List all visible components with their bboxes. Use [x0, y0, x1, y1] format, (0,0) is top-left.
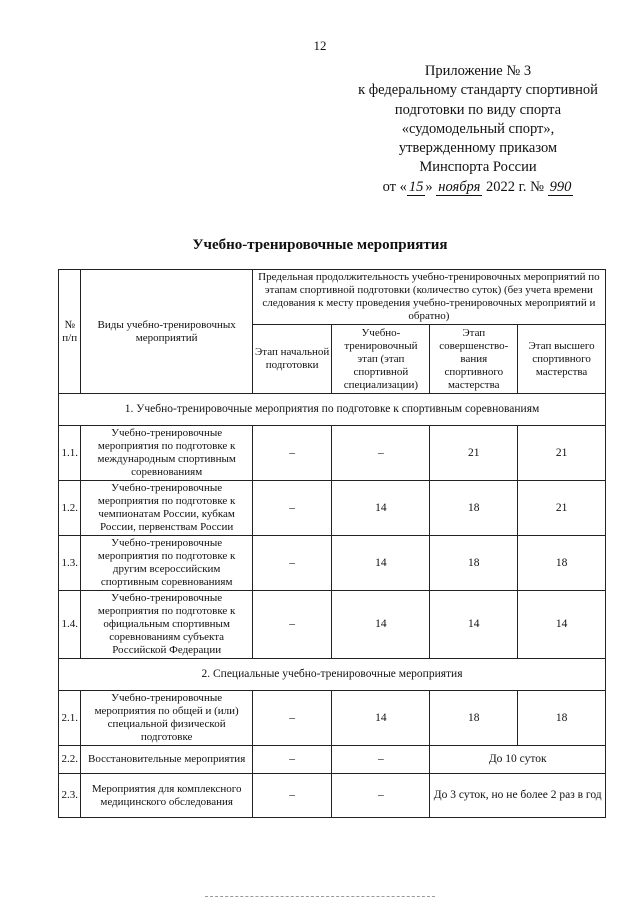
row-num: 1.4. [59, 591, 81, 659]
header-stage-improvement: Этап совершенство-вания спортивного мастерства [430, 325, 518, 394]
cell-stage-initial: – [252, 591, 332, 659]
header-stage-training: Учебно-тренировочный этап (этап спортивной специализации) [332, 325, 430, 394]
document-title: Учебно-тренировочные мероприятия [192, 237, 448, 253]
order-month: ноября [438, 178, 481, 195]
row-name: Мероприятия для комплексного медицинского обследования [81, 774, 252, 818]
appendix-line: утвержденному приказом [398, 140, 558, 157]
row-name: Учебно-тренировочные мероприятия по подготовке к другим всероссийским спортивным соревнованиям [81, 536, 252, 591]
cell-stage-initial: – [252, 536, 332, 591]
order-prefix: от « [382, 178, 407, 195]
header-group: Предельная продолжительность учебно-тренировочных мероприятий по этапам спортивной подготовки (количество суток) (без учета времени следования к месту проведения учебно-тренировочных мероприятий и обратно) [252, 270, 605, 325]
cell-stage-improvement: 18 [430, 691, 518, 746]
order-year: 2022 г. № [485, 178, 545, 195]
order-date-line [330, 178, 626, 197]
cell-stage-highest: 18 [518, 691, 606, 746]
row-num: 2.2. [59, 746, 81, 774]
cell-stage-highest: 14 [518, 591, 606, 659]
cell-merged-duration: До 3 суток, но не более 2 раз в год [430, 774, 606, 818]
cell-stage-initial: – [252, 774, 332, 818]
cell-stage-initial: – [252, 426, 332, 481]
cell-stage-highest: 21 [518, 426, 606, 481]
row-name: Учебно-тренировочные мероприятия по подготовке к чемпионатам России, кубкам России, первенствам России [81, 481, 252, 536]
cell-stage-training: 14 [332, 591, 430, 659]
cell-merged-duration: До 10 суток [430, 746, 606, 774]
training-events-table [58, 269, 606, 818]
cell-stage-improvement: 18 [430, 481, 518, 536]
table-row [59, 746, 606, 774]
row-num: 2.1. [59, 691, 81, 746]
table-row [59, 774, 606, 818]
cell-stage-training: 14 [332, 536, 430, 591]
header-stage-highest: Этап высшего спортивного мастерства [518, 325, 606, 394]
order-mid: » [425, 178, 433, 195]
header-kinds: Виды учебно-тренировочных мероприятий [81, 270, 252, 394]
section-heading-1: 1. Учебно-тренировочные мероприятия по подготовке к спортивным соревнованиям [59, 394, 606, 426]
header-num: № п/п [59, 270, 81, 394]
table-row [59, 481, 606, 536]
table-row [59, 691, 606, 746]
cell-stage-improvement: 14 [430, 591, 518, 659]
cell-stage-initial: – [252, 691, 332, 746]
header-stage-initial: Этап начальной подготовки [252, 325, 332, 394]
row-name: Восстановительные мероприятия [81, 746, 252, 774]
appendix-line: подготовки по виду спорта [394, 101, 562, 118]
appendix-block [330, 62, 626, 197]
table-row [59, 426, 606, 481]
cell-stage-initial: – [252, 746, 332, 774]
row-num: 1.3. [59, 536, 81, 591]
table-row [59, 591, 606, 659]
cell-stage-highest: 21 [518, 481, 606, 536]
order-number: 990 [549, 178, 572, 195]
appendix-line: Приложение № 3 [424, 63, 532, 79]
cell-stage-training: – [332, 426, 430, 481]
cell-stage-highest: 18 [518, 536, 606, 591]
appendix-line: Минспорта России [419, 159, 537, 176]
cell-stage-improvement: 21 [430, 426, 518, 481]
row-num: 2.3. [59, 774, 81, 818]
cell-stage-improvement: 18 [430, 536, 518, 591]
row-name: Учебно-тренировочные мероприятия по подготовке к официальным спортивным соревнованиям субъекта Российской Федерации [81, 591, 252, 659]
row-name: Учебно-тренировочные мероприятия по подготовке к международным спортивным соревнованиям [81, 426, 252, 481]
row-num: 1.2. [59, 481, 81, 536]
cell-stage-training: 14 [332, 481, 430, 536]
cell-stage-training: – [332, 746, 430, 774]
section-heading-2: 2. Специальные учебно-тренировочные мероприятия [59, 659, 606, 691]
row-name: Учебно-тренировочные мероприятия по общей и (или) специальной физической подготовке [81, 691, 252, 746]
cell-stage-training: 14 [332, 691, 430, 746]
appendix-line: «судомодельный спорт», [401, 120, 555, 137]
row-num: 1.1. [59, 426, 81, 481]
scan-edge-mark [205, 896, 435, 898]
appendix-line: к федеральному стандарту спортивной [358, 82, 598, 99]
order-day: 15 [408, 178, 424, 195]
cell-stage-initial: – [252, 481, 332, 536]
cell-stage-training: – [332, 774, 430, 818]
table-row [59, 536, 606, 591]
page-number: 12 [313, 38, 327, 53]
